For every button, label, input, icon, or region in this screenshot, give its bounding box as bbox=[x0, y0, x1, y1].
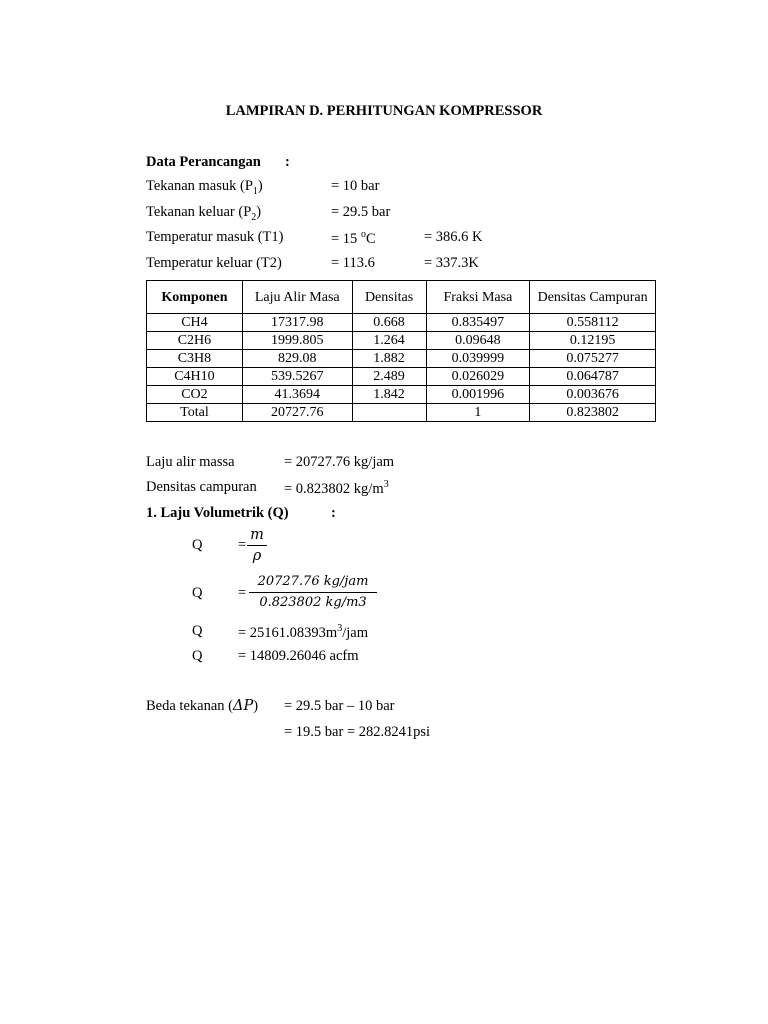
q-symbol: Q bbox=[192, 623, 203, 639]
outlet-pressure-value: = 29.5 bar bbox=[331, 204, 391, 220]
page-title: LAMPIRAN D. PERHITUNGAN KOMPRESSOR bbox=[225, 103, 543, 119]
table-cell: 0.12195 bbox=[530, 332, 656, 350]
table-cell: 1.264 bbox=[352, 332, 426, 350]
table-cell: C4H10 bbox=[147, 368, 243, 386]
table-total-row bbox=[147, 404, 656, 422]
equals-sign: = bbox=[238, 537, 247, 553]
table-cell: 17317.98 bbox=[242, 314, 352, 332]
component-table bbox=[146, 280, 656, 422]
section-volumetric-heading: 1. Laju Volumetrik (Q) bbox=[146, 505, 289, 521]
pressure-diff-line2: = 19.5 bar = 282.8241psi bbox=[284, 724, 431, 740]
table-cell: Total bbox=[147, 404, 243, 422]
fraction-denominator: 0.823802 kg/m3 bbox=[259, 595, 367, 610]
fraction-denominator: ρ bbox=[252, 548, 262, 564]
table-header-row bbox=[147, 281, 656, 314]
header-komponen: Komponen bbox=[147, 281, 243, 314]
design-heading: Data Perancangan bbox=[146, 154, 261, 170]
q-symbol: Q bbox=[192, 585, 203, 601]
equals-sign: = bbox=[238, 585, 247, 601]
fraction-massflow-over-density bbox=[249, 574, 377, 611]
inlet-temp-kelvin: = 386.6 K bbox=[424, 229, 483, 245]
table-row bbox=[147, 368, 656, 386]
table-row bbox=[147, 314, 656, 332]
table-row bbox=[147, 332, 656, 350]
pressure-diff-line1: = 29.5 bar – 10 bar bbox=[284, 698, 395, 714]
fraction-numerator: 20727.76 kg/jam bbox=[257, 574, 369, 589]
q-symbol: Q bbox=[192, 537, 203, 553]
fraction-bar bbox=[249, 592, 377, 593]
table-row bbox=[147, 350, 656, 368]
header-densitas: Densitas bbox=[352, 281, 426, 314]
header-densitas-campuran: Densitas Campuran bbox=[530, 281, 656, 314]
table-cell: 0.001996 bbox=[426, 386, 530, 404]
table-cell: C2H6 bbox=[147, 332, 243, 350]
table-cell: 0.039999 bbox=[426, 350, 530, 368]
mass-flow-label: Laju alir massa bbox=[146, 454, 235, 470]
table-cell: 539.5267 bbox=[242, 368, 352, 386]
table-cell: 20727.76 bbox=[242, 404, 352, 422]
density-value: = 0.823802 $kg/m^3$ bbox=[284, 479, 389, 497]
q-symbol: Q bbox=[192, 648, 203, 664]
density-label: Densitas campuran bbox=[146, 479, 257, 495]
table-cell: 41.3694 bbox=[242, 386, 352, 404]
q-result-acfm: = 14809.26046 acfm bbox=[238, 648, 359, 664]
outlet-temp-value: = 113.6 bbox=[331, 255, 375, 271]
inlet-temp-label: Temperatur masuk (T1) bbox=[146, 229, 284, 245]
header-laju-alir-masa: Laju Alir Masa bbox=[242, 281, 352, 314]
pressure-diff-label: Beda tekanan (ΔP) bbox=[146, 698, 259, 714]
inlet-temp-value: = 15 $^o$C bbox=[331, 229, 376, 247]
outlet-temp-label: Temperatur keluar (T2) bbox=[146, 255, 282, 271]
table-cell: C3H8 bbox=[147, 350, 243, 368]
q-result-m3-jam: = $25161.08393m^3$/jam bbox=[238, 623, 368, 641]
table-cell: 0.075277 bbox=[530, 350, 656, 368]
table-cell: CH4 bbox=[147, 314, 243, 332]
table-cell: 1999.805 bbox=[242, 332, 352, 350]
table-cell: 0.003676 bbox=[530, 386, 656, 404]
table-cell: 1 bbox=[426, 404, 530, 422]
table-cell: 0.835497 bbox=[426, 314, 530, 332]
fraction-m-over-rho bbox=[247, 527, 267, 564]
table-cell: 2.489 bbox=[352, 368, 426, 386]
design-heading-colon: : bbox=[285, 154, 290, 170]
inlet-pressure-value: = 10 bar bbox=[331, 178, 380, 194]
table-cell: 1.842 bbox=[352, 386, 426, 404]
table-cell: 0.064787 bbox=[530, 368, 656, 386]
table-cell: CO2 bbox=[147, 386, 243, 404]
mass-flow-value: = 20727.76 kg/jam bbox=[284, 454, 395, 470]
outlet-temp-kelvin: = 337.3K bbox=[424, 255, 479, 271]
fraction-numerator: m bbox=[250, 527, 264, 543]
inlet-pressure-label: Tekanan masuk $(P_1)$ bbox=[146, 178, 263, 197]
table-cell: 0.823802 bbox=[530, 404, 656, 422]
table-cell: 0.026029 bbox=[426, 368, 530, 386]
outlet-pressure-label: Tekanan keluar $(P_2)$ bbox=[146, 204, 262, 223]
section-volumetric-colon: : bbox=[331, 505, 336, 521]
table-cell: 829.08 bbox=[242, 350, 352, 368]
table-cell: 1.882 bbox=[352, 350, 426, 368]
table-cell bbox=[352, 404, 426, 422]
header-fraksi-masa: Fraksi Masa bbox=[426, 281, 530, 314]
table-cell: 0.09648 bbox=[426, 332, 530, 350]
table-cell: 0.558112 bbox=[530, 314, 656, 332]
table-row bbox=[147, 386, 656, 404]
fraction-bar bbox=[247, 545, 267, 546]
table-cell: 0.668 bbox=[352, 314, 426, 332]
